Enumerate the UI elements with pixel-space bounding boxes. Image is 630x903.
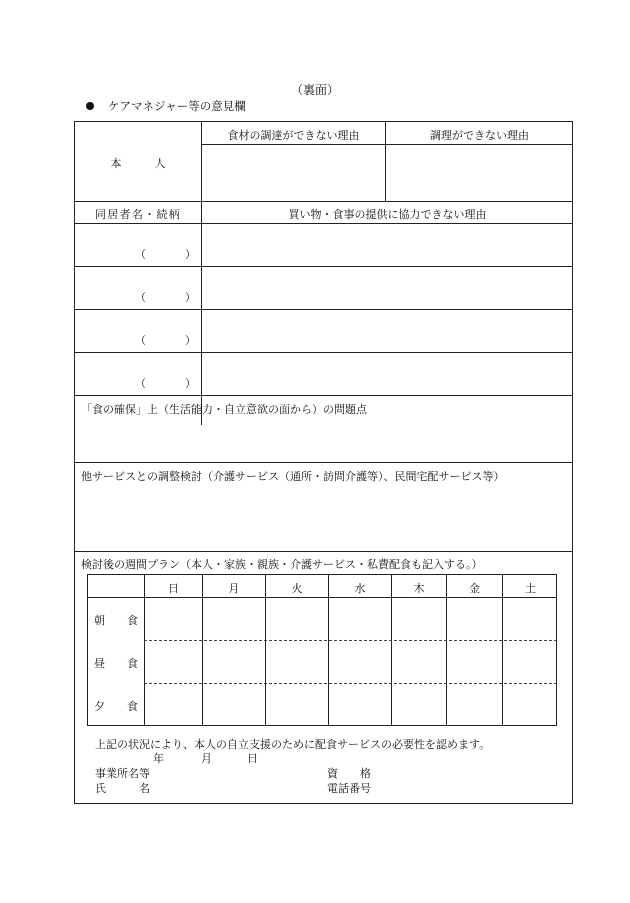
page-title: （裏面） [290,83,339,97]
date-month-label: 月 [201,752,212,765]
section-heading [86,98,246,114]
day-header-sat: 土 [525,582,536,595]
coordination-field[interactable] [76,486,572,550]
certification-statement: 上記の状況により、本人の自立支援のために配食サービスの必要性を認めます。 [95,738,491,751]
paren-close: ） [185,248,196,261]
issues-label: 「食の確保」上（生活能力・自立意欲の面から）の問題点 [81,403,367,416]
paren-close: ） [185,334,196,347]
paren-close: ） [185,377,196,390]
qualification-label: 資 格 [327,767,371,780]
date-day-label: 日 [247,752,258,765]
coordination-label: 他サービスとの調整検討（介護サービス（通所・訪問介護等）、民間宅配サービス等） [81,470,505,483]
day-header-tue: 火 [291,582,303,595]
bullet-icon [86,102,94,110]
phone-number-label: 電話番号 [327,782,371,795]
paren-open: （ [135,248,146,261]
meal-breakfast-label: 朝 食 [94,614,138,627]
self-ingredients-reason-field[interactable] [202,145,385,201]
cohabitant-header-right: 買い物・食事の提供に協力できない理由 [288,208,487,221]
paren-open: （ [135,377,146,390]
person-name-label: 氏 名 [95,782,150,795]
issues-field[interactable] [76,418,572,461]
day-header-wed: 水 [354,582,366,595]
row-self-label: 本 人 [110,157,166,170]
day-header-thu: 木 [413,582,425,595]
weekly-plan-table [87,574,557,726]
day-header-fri: 金 [469,582,480,595]
day-header-sun: 日 [168,582,179,595]
paren-open: （ [135,291,146,304]
weekly-plan-label: 検討後の週間プラン（本人・家族・親族・介護サービス・私費配食も記入する。） [81,558,483,571]
paren-open: （ [135,334,146,347]
date-year-label: 年 [153,752,164,765]
col-reason-ingredients: 食材の調達ができない理由 [227,129,360,142]
opinion-form [74,121,573,804]
self-cooking-reason-field[interactable] [386,145,573,201]
section-heading-text: ケアマネジャー等の意見欄 [108,99,246,113]
office-name-label: 事業所名等 [95,767,150,780]
cohabitant-header-left: 同居者名・続柄 [94,208,182,221]
paren-close: ） [185,291,196,304]
meal-dinner-label: 夕 食 [94,700,138,713]
meal-lunch-label: 昼 食 [94,657,138,670]
day-header-mon: 月 [228,582,240,595]
col-reason-cooking: 調理ができない理由 [430,129,529,142]
